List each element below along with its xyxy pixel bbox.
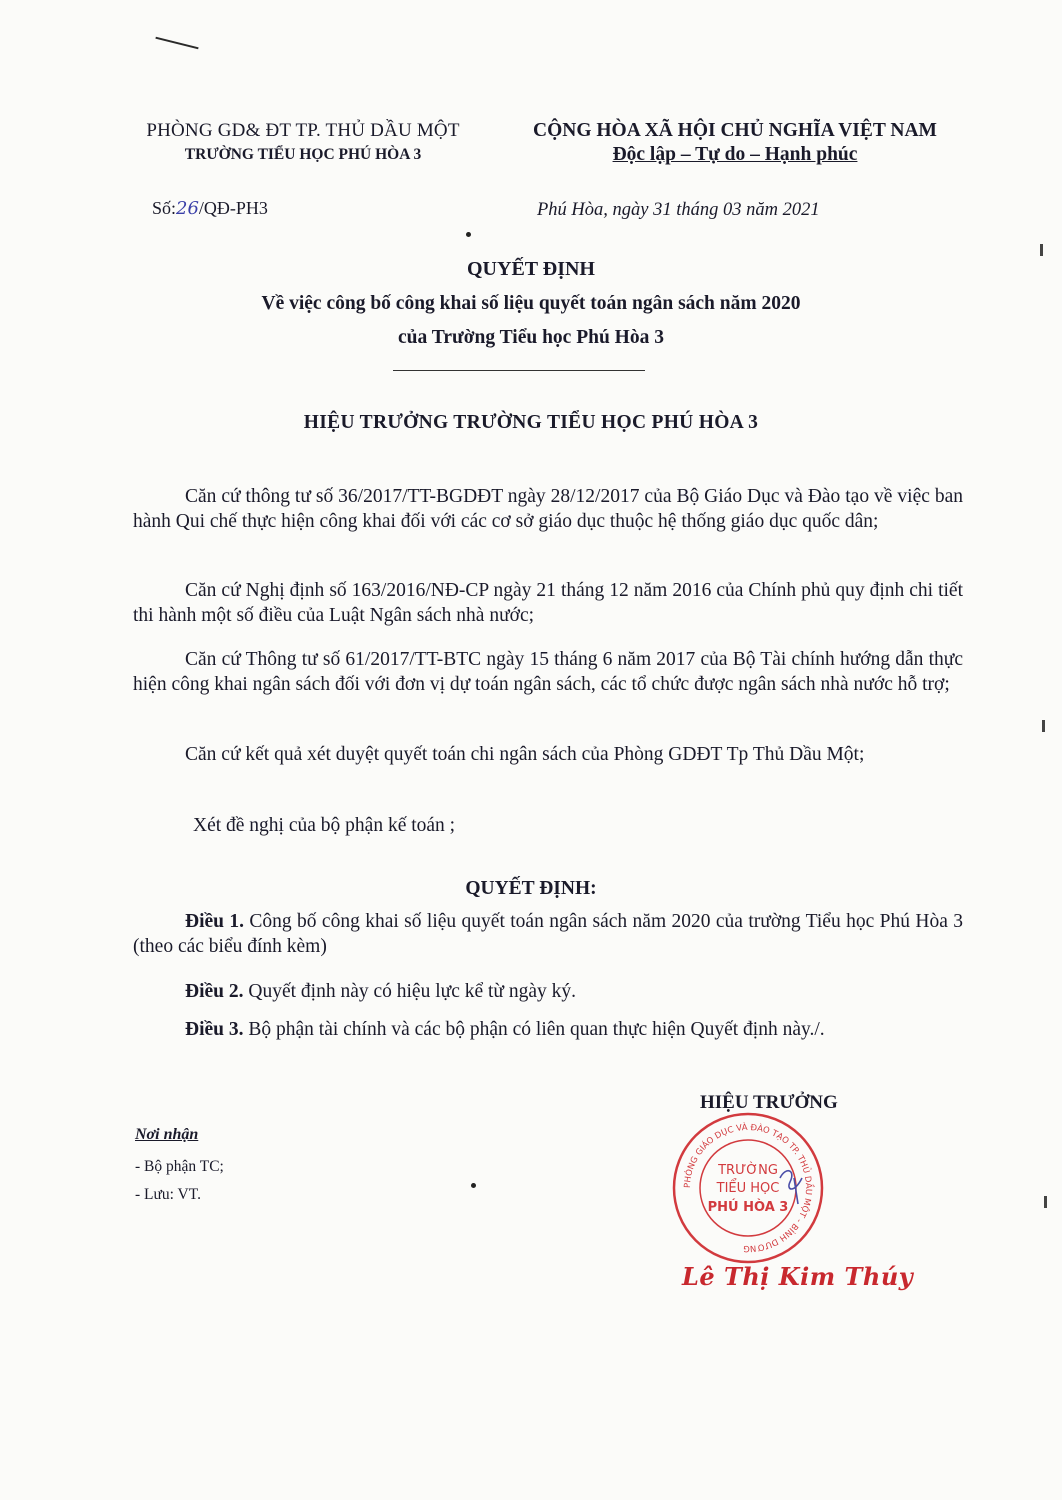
issuing-authority: HIỆU TRƯỞNG TRƯỜNG TIỂU HỌC PHÚ HÒA 3 [303,412,759,433]
article-text: Quyết định này có hiệu lực kể từ ngày ký. [243,981,577,1002]
article-label: Điều 1. [185,911,245,932]
title-underline [393,370,645,371]
recipient-item: - Bộ phận TC; [135,1158,224,1175]
scan-edge-mark [1040,244,1043,256]
header-right [500,120,970,166]
preamble-paragraph: Căn cứ kết quả xét duyệt quyết toán chi ngân sách của Phòng GDĐT Tp Thủ Dầu Một; [185,744,865,765]
document-number [152,198,268,219]
title-line2: của Trường Tiểu học Phú Hòa 3 [398,327,664,348]
school-name: TRƯỜNG TIỂU HỌC PHÚ HÒA 3 [184,146,422,163]
doc-number-suffix: /QĐ-PH3 [198,198,268,218]
official-seal [668,1108,828,1268]
handwritten-signature-stroke [780,1171,802,1204]
seal-ring-text: PHÒNG GIÁO DỤC VÀ ĐÀO TẠO TP. THỦ DẦU MỘT - BÌNH DƯƠNG [682,1122,814,1254]
article-text: Bộ phận tài chính và các bộ phận có liên quan thực hiện Quyết định này./. [243,1019,825,1040]
signer-name: Lê Thị Kim Thúy [682,1262,914,1291]
preamble-paragraph: Căn cứ Thông tư số 61/2017/TT-BTC ngày 15 tháng 6 năm 2017 của Bộ Tài chính hướng dẫn thực hiện công khai ngân sách đối với đơn vị dự toán ngân sách, các tổ chức được ngân sách nhà nước hỗ trợ; [133,649,963,695]
article-label: Điều 2. [185,981,244,1002]
preamble-paragraph: Căn cứ Nghị định số 163/2016/NĐ-CP ngày 21 tháng 12 năm 2016 của Chính phủ quy định chi tiết thi hành một số điều của Luật Ngân sách nhà nước; [133,580,963,626]
article-3 [133,1017,963,1042]
doc-number-prefix: Số: [152,198,177,218]
article-text: Công bố công khai số liệu quyết toán ngân sách năm 2020 của trường Tiểu học Phú Hòa 3 (theo các biểu đính kèm) [133,911,963,957]
seal-line-2: TIỂU HỌC [716,1181,780,1196]
document-date: Phú Hòa, ngày 31 tháng 03 năm 2021 [537,200,820,220]
article-2 [133,979,963,1004]
article-label: Điều 3. [185,1019,244,1040]
seal-line-1: TRƯỜNG [718,1163,778,1178]
scan-pen-mark [155,37,198,50]
scan-dot [466,232,471,237]
signer-title: HIỆU TRƯỞNG [700,1092,838,1113]
header-left [108,120,498,164]
seal-line-3: PHÚ HÒA 3 [707,1200,789,1215]
scan-dot [471,1183,476,1188]
title-main: QUYẾT ĐỊNH [467,258,595,280]
scan-edge-mark [1044,1196,1047,1208]
scan-edge-mark [1042,720,1045,732]
document-title [0,258,1062,349]
country-name: CỘNG HÒA XÃ HỘI CHỦ NGHĨA VIỆT NAM [533,120,937,141]
title-line1: Về việc công bố công khai số liệu quyết toán ngân sách năm 2020 [261,293,801,314]
agency-name: PHÒNG GD& ĐT TP. THỦ DẦU MỘT [146,120,460,141]
doc-number-handwritten: 26 [176,198,199,219]
recipient-item: - Lưu: VT. [135,1186,201,1203]
recipients-title: Nơi nhận [135,1126,199,1143]
article-1 [133,909,963,959]
national-motto: Độc lập – Tự do – Hạnh phúc [612,144,858,165]
preamble-paragraph: Xét đề nghị của bộ phận kế toán ; [193,815,456,836]
preamble-paragraph: Căn cứ thông tư số 36/2017/TT-BGDĐT ngày 28/12/2017 của Bộ Giáo Dục và Đào tạo về việc ban hành Qui chế thực hiện công khai đối với các cơ sở giáo dục thuộc hệ thống giáo dục quốc dân; [133,486,963,532]
decision-heading: QUYẾT ĐỊNH: [465,878,597,899]
